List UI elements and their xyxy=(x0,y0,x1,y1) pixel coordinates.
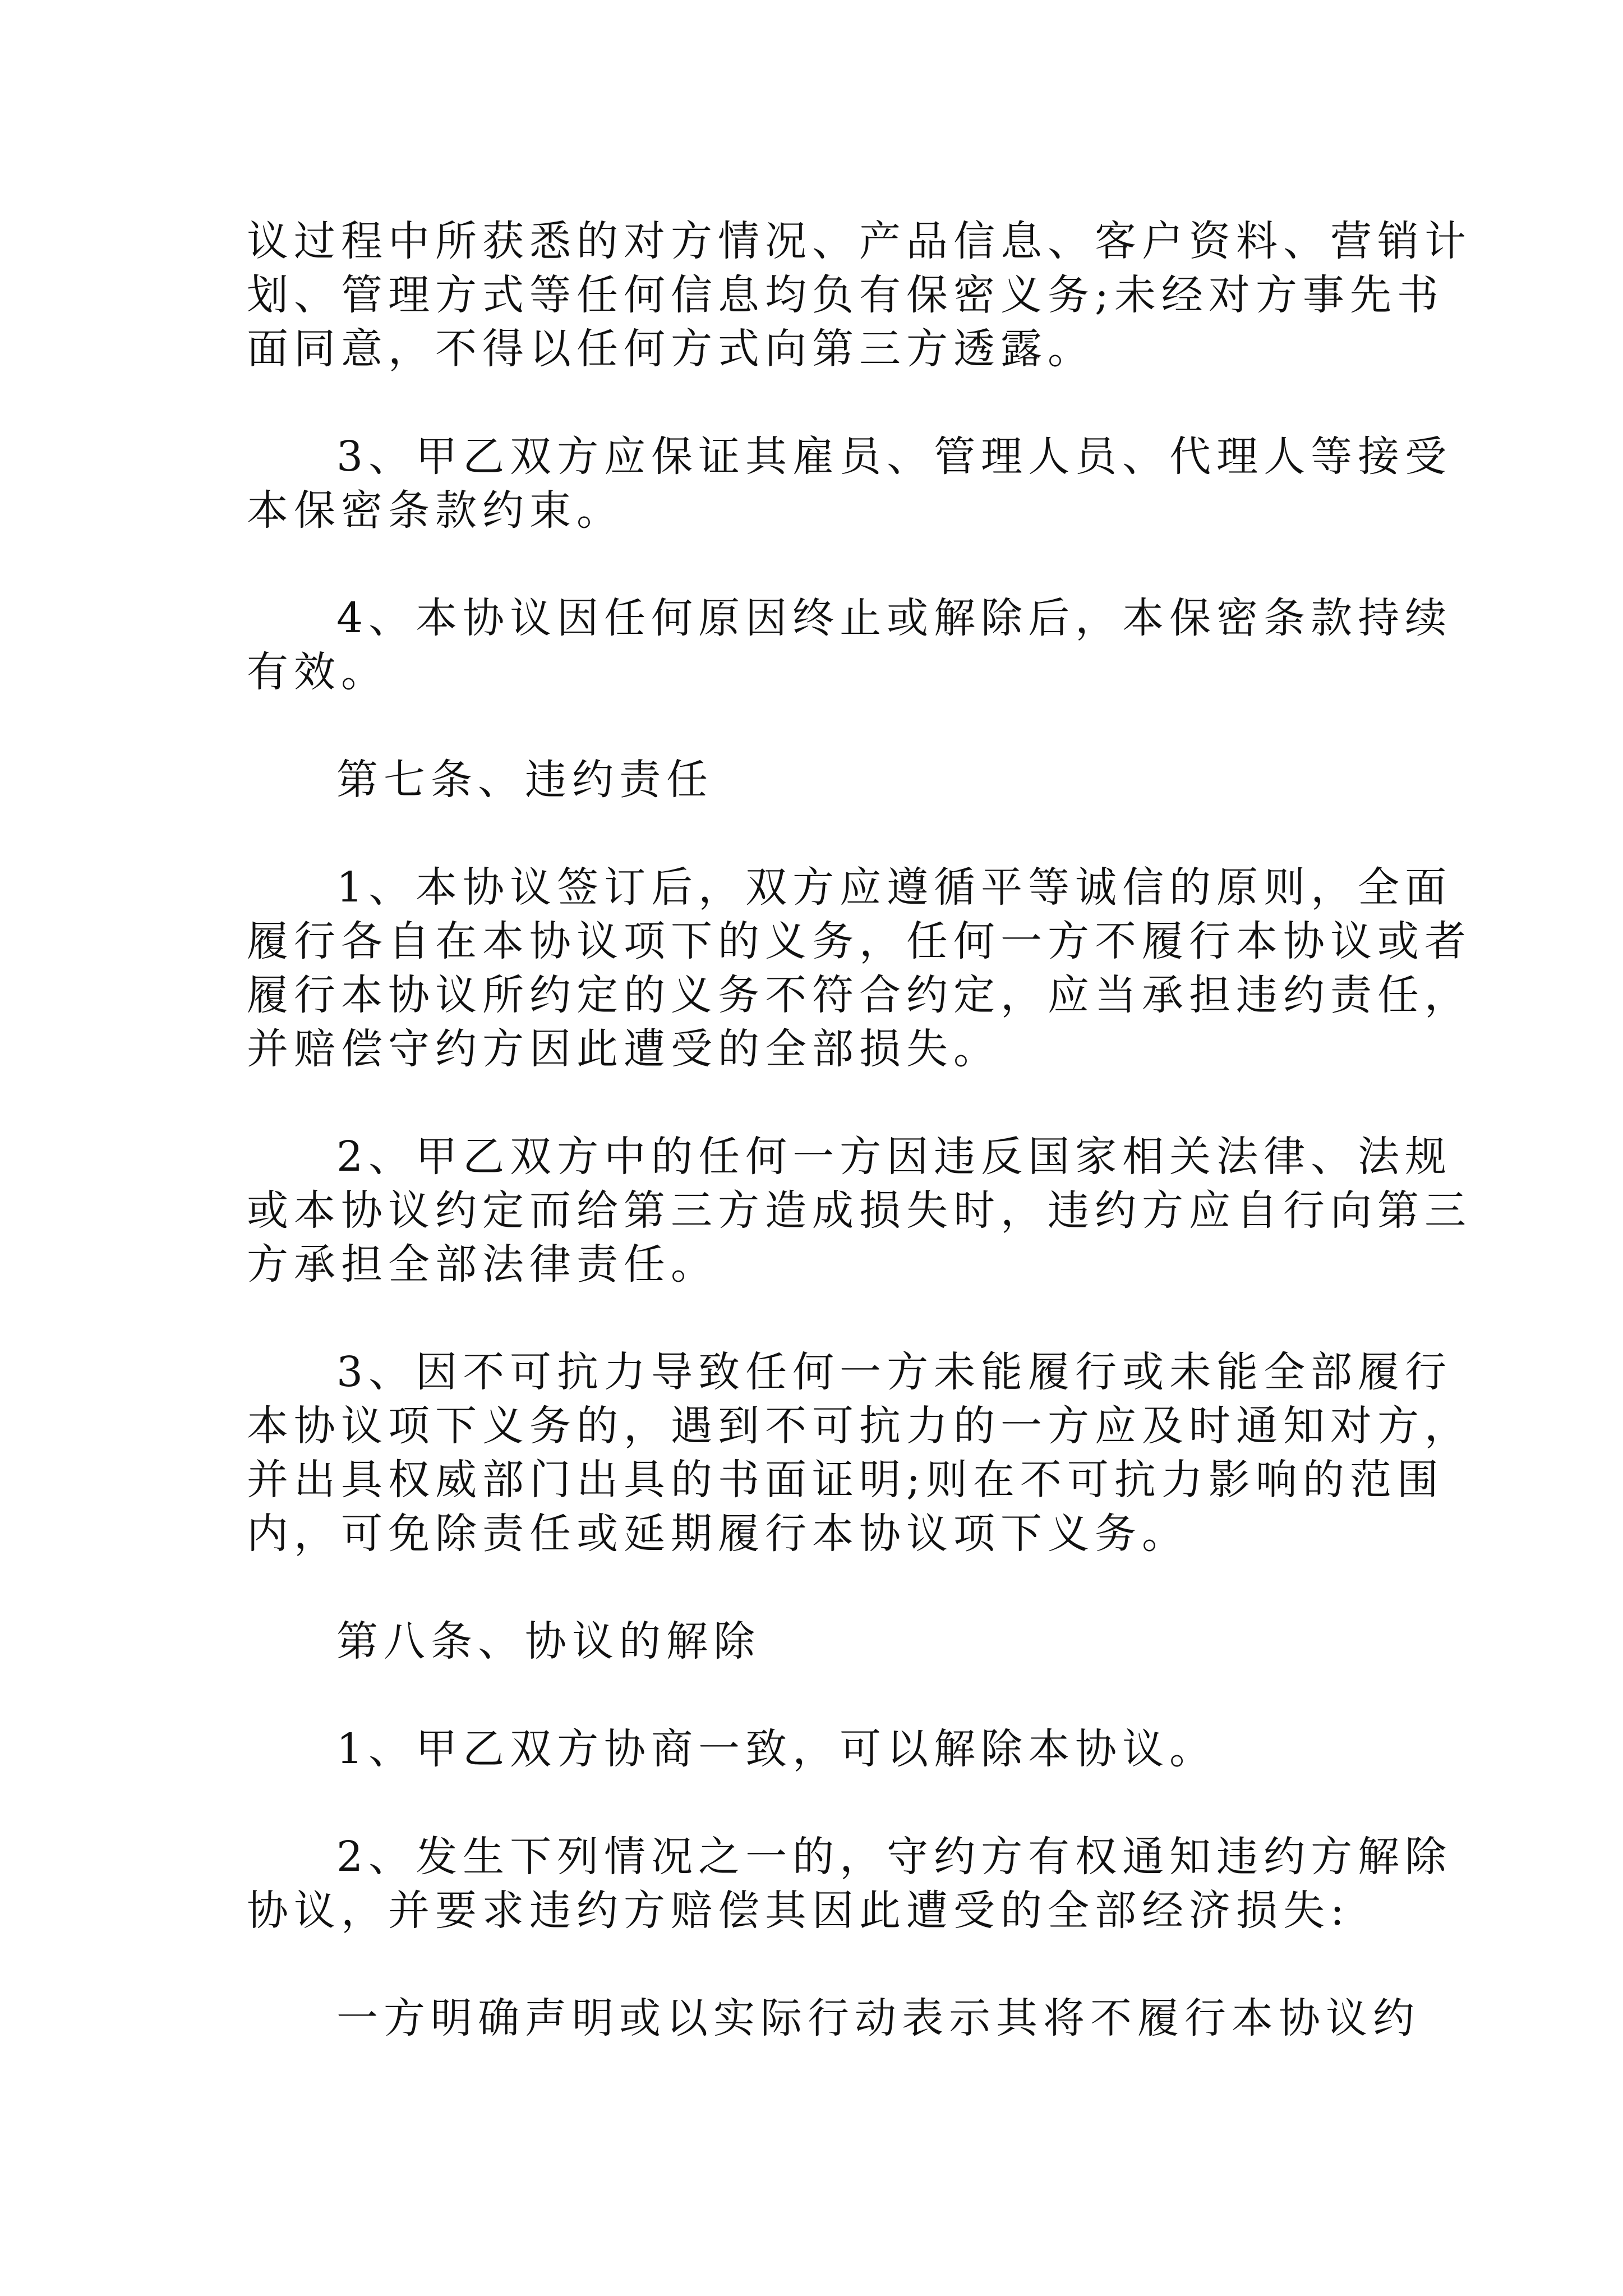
text-line: 2、甲乙双方中的任何一方因违反国家相关法律、法规 xyxy=(336,1133,1453,1181)
text-line: 履行本协议所约定的义务不符合约定，应当承担违约责任， xyxy=(247,971,1472,1019)
text-line: 内，可免除责任或延期履行本协议项下义务。 xyxy=(247,1510,1189,1558)
document-body xyxy=(247,214,1472,2045)
text-line: 本保密条款约束。 xyxy=(247,486,624,535)
text-line: 一方明确声明或以实际行动表示其将不履行本协议约 xyxy=(336,1994,1420,2042)
text-line: 履行各自在本协议项下的义务，任何一方不履行本协议或者 xyxy=(247,917,1472,965)
text-line: 3、因不可抗力导致任何一方未能履行或未能全部履行 xyxy=(336,1348,1453,1396)
text-line: 3、甲乙双方应保证其雇员、管理人员、代理人等接受 xyxy=(336,432,1453,481)
text-line: 划、管理方式等任何信息均负有保密义务;未经对方事先书 xyxy=(247,271,1444,319)
text-line: 4、本协议因任何原因终止或解除后，本保密条款持续 xyxy=(336,594,1453,642)
text-line: 2、发生下列情况之一的，守约方有权通知违约方解除 xyxy=(336,1833,1453,1881)
text-line: 或本协议约定而给第三方造成损失时，违约方应自行向第三 xyxy=(247,1186,1472,1235)
text-line: 议过程中所获悉的对方情况、产品信息、客户资料、营销计 xyxy=(247,217,1472,265)
section-heading: 第七条、违约责任 xyxy=(336,756,713,804)
text-line: 面同意，不得以任何方式向第三方透露。 xyxy=(247,325,1095,373)
text-line: 本协议项下义务的，遇到不可抗力的一方应及时通知对方， xyxy=(247,1402,1472,1450)
text-line: 有效。 xyxy=(247,648,388,696)
text-line: 方承担全部法律责任。 xyxy=(247,1240,718,1289)
section-heading: 第八条、协议的解除 xyxy=(336,1617,760,1665)
text-line: 1、甲乙双方协商一致，可以解除本协议。 xyxy=(336,1725,1217,1773)
text-line: 协议，并要求违约方赔偿其因此遭受的全部经济损失: xyxy=(247,1887,1350,1935)
text-line: 1、本协议签订后，双方应遵循平等诚信的原则，全面 xyxy=(336,863,1453,912)
text-line: 并赔偿守约方因此遭受的全部损失。 xyxy=(247,1025,1000,1073)
text-line: 并出具权威部门出具的书面证明;则在不可抗力影响的范围 xyxy=(247,1456,1444,1504)
